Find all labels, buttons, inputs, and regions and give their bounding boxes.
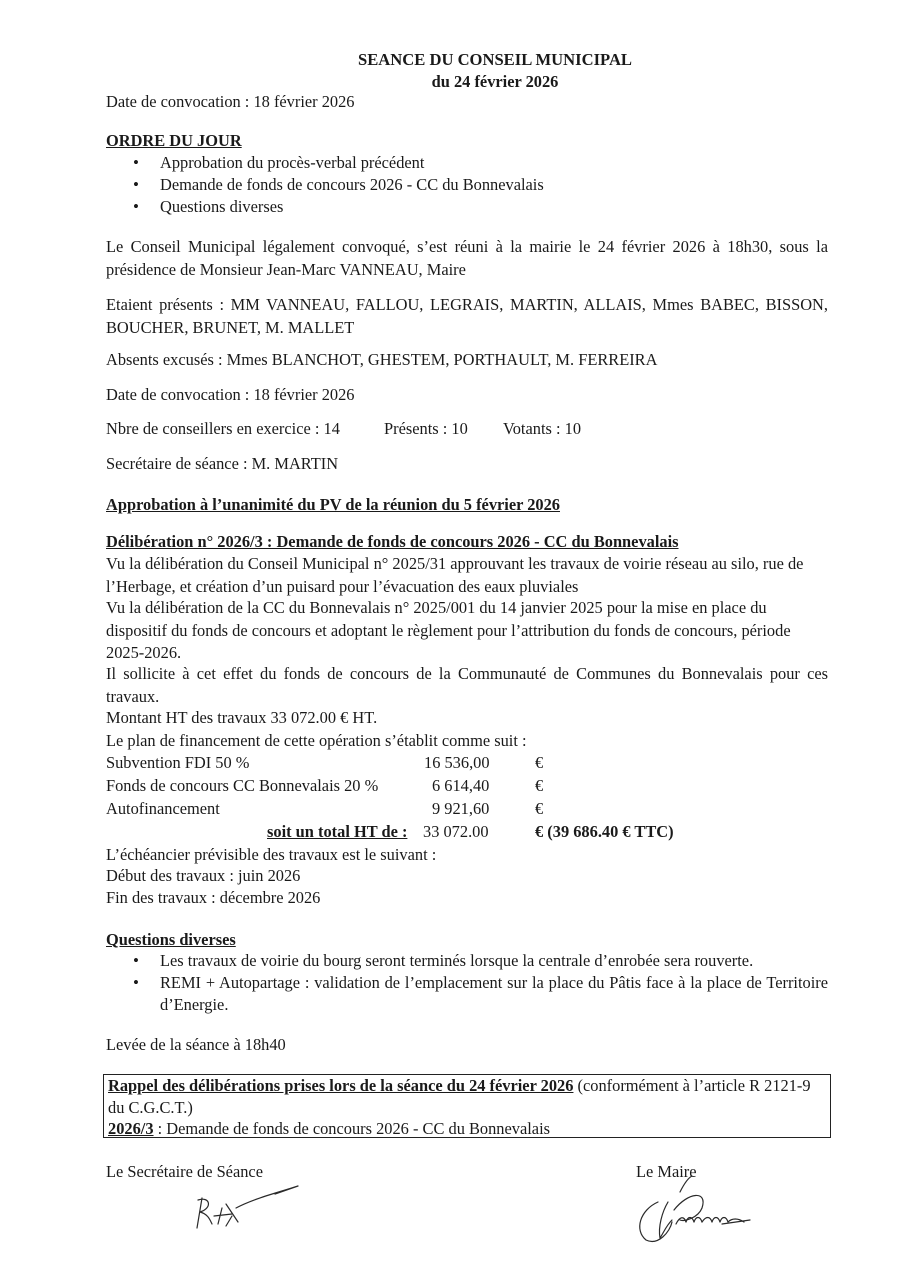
- financing-intro: Le plan de financement de cette opération s’établit comme suit :: [106, 731, 527, 750]
- currency-symbol: €: [535, 776, 544, 795]
- deliberation-p1: Vu la délibération du Conseil Municipal n° 2025/31 approuvant les travaux de voirie réseau au silo, rue de l’Herbage, et création d’un puisard pour l’évacuation des eaux pluviales: [106, 554, 804, 596]
- deliberations-recap-box: [103, 1074, 831, 1138]
- total-value: 33 072.00: [423, 822, 489, 841]
- schedule-intro: L’échéancier prévisible des travaux est le suivant :: [106, 845, 437, 864]
- financing-value: 6 614,40: [432, 776, 490, 795]
- financing-value: 9 921,60: [432, 799, 490, 818]
- works-start: Début des travaux : juin 2026: [106, 866, 301, 885]
- deliberation-heading: Délibération n° 2026/3 : Demande de fonds de concours 2026 - CC du Bonnevalais: [106, 532, 679, 551]
- convocation-date-top: Date de convocation : 18 février 2026: [106, 92, 355, 111]
- table-row: [106, 753, 826, 776]
- works-end: Fin des travaux : décembre 2026: [106, 888, 321, 907]
- deliberation-p2: Vu la délibération de la CC du Bonnevalais n° 2025/001 du 14 janvier 2025 pour la mise en place du dispositif du fonds de concours et adoptant le règlement pour l’attribution du fonds de concours, période 2025-2026.: [106, 598, 791, 662]
- list-item: • Les travaux de voirie du bourg seront terminés lorsque la centrale d’enrobée sera rouverte.: [106, 950, 828, 972]
- currency-symbol: €: [535, 799, 544, 818]
- councillors-count: Nbre de conseillers en exercice : 14: [106, 419, 340, 438]
- table-row: [106, 799, 826, 822]
- misc-heading: Questions diverses: [106, 930, 236, 949]
- approval-heading: Approbation à l’unanimité du PV de la réunion du 5 février 2026: [106, 495, 560, 514]
- recap-heading: Rappel des délibérations prises lors de la séance du 24 février 2026: [108, 1076, 574, 1095]
- table-row-total: [106, 822, 826, 845]
- convocation-date: Date de convocation : 18 février 2026: [106, 385, 355, 404]
- deliberation-p3: Il sollicite à cet effet du fonds de concours de la Communauté de Communes du Bonnevalais pour ces travaux.: [106, 664, 828, 706]
- document-title: SEANCE DU CONSEIL MUNICIPAL: [358, 50, 632, 69]
- secretary-label: Le Secrétaire de Séance: [106, 1162, 263, 1181]
- meeting-intro: Le Conseil Municipal légalement convoqué, s’est réuni à la mairie le 24 février 2026 à 18h30, sous la présidence de Monsieur Jean-Marc VANNEAU, Maire: [106, 237, 828, 279]
- table-row: [106, 776, 826, 799]
- total-label: soit un total HT de :: [267, 822, 408, 841]
- total-ttc: € (39 686.40 € TTC): [535, 822, 674, 841]
- mayor-label: Le Maire: [636, 1162, 697, 1181]
- recap-note: (conformément à l’article R 2121-9 du C.G.C.T.): [108, 1076, 811, 1117]
- secretary-signature: [180, 1178, 310, 1240]
- agenda-list: [106, 152, 544, 218]
- list-item: • REMI + Autopartage : validation de l’emplacement sur la place du Pâtis face à la place de Territoire d’Energie.: [106, 972, 828, 1016]
- mayor-signature: [628, 1172, 758, 1250]
- list-item: • Questions diverses: [106, 196, 544, 218]
- list-item: • Demande de fonds de concours 2026 - CC du Bonnevalais: [106, 174, 544, 196]
- session-secretary: Secrétaire de séance : M. MARTIN: [106, 454, 339, 473]
- recap-ref-text: : Demande de fonds de concours 2026 - CC du Bonnevalais: [153, 1119, 551, 1138]
- financing-label: Subvention FDI 50 %: [106, 753, 250, 772]
- agenda-heading: ORDRE DU JOUR: [106, 131, 242, 150]
- present-members: Etaient présents : MM VANNEAU, FALLOU, LEGRAIS, MARTIN, ALLAIS, Mmes BABEC, BISSON, BOUCHER, BRUNET, M. MALLET: [106, 295, 828, 337]
- misc-list: [106, 950, 828, 1016]
- currency-symbol: €: [535, 753, 544, 772]
- closing-time: Levée de la séance à 18h40: [106, 1035, 286, 1054]
- financing-label: Fonds de concours CC Bonnevalais 20 %: [106, 776, 379, 795]
- list-item: • Approbation du procès-verbal précédent: [106, 152, 544, 174]
- document-date: du 24 février 2026: [431, 72, 559, 91]
- voters-count: Votants : 10: [503, 419, 582, 438]
- financing-label: Autofinancement: [106, 799, 220, 818]
- present-count: Présents : 10: [384, 419, 468, 438]
- absent-members: Absents excusés : Mmes BLANCHOT, GHESTEM, PORTHAULT, M. FERREIRA: [106, 350, 658, 369]
- works-amount: Montant HT des travaux 33 072.00 € HT.: [106, 708, 378, 727]
- financing-value: 16 536,00: [424, 753, 490, 772]
- recap-ref: 2026/3: [108, 1119, 154, 1138]
